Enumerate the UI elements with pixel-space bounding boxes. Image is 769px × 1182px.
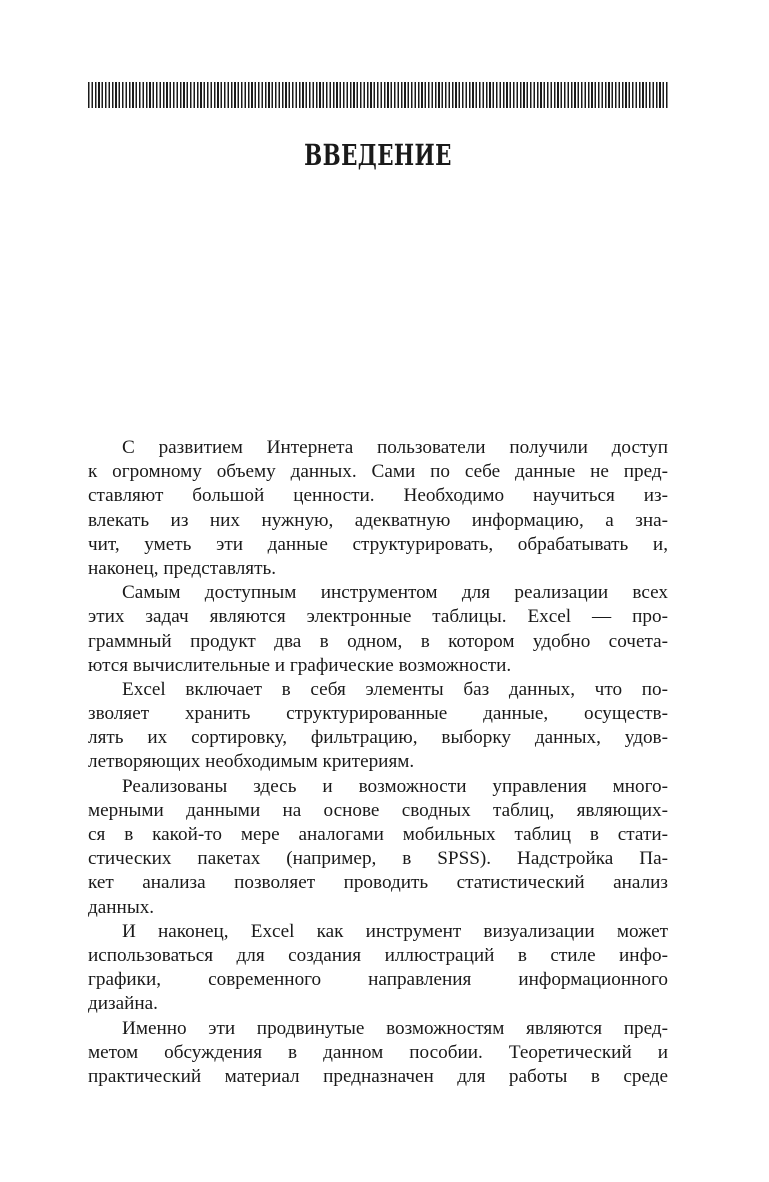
paragraph-line: С развитием Интернета пользователи получили доступ [122,437,668,458]
paragraph-line: наконец, представлять. [88,557,277,579]
paragraph-line: данных. [88,896,155,918]
paragraph-line: этих задач являются электронные таблицы. Excel — про- [88,606,668,628]
paragraph-line: граммный продукт два в одном, в котором удобно сочета- [88,630,668,652]
paragraph-line: графики, современного направления информационного [88,969,668,991]
paragraph-line: Excel включает в себя элементы баз данных, что по- [122,678,668,700]
paragraph-line: дизайна. [88,993,158,1015]
paragraph-line: стических пакетах (например, в SPSS). Надстройка Па- [88,848,668,870]
chapter-title: ВВЕДЕНИЕ [304,138,452,172]
paragraph-line: метом обсуждения в данном пособии. Теоретический и [88,1041,668,1063]
body-text [88,436,668,1089]
paragraph-line: чит, уметь эти данные структурировать, обрабатывать и, [88,533,668,555]
paragraph-line: влекать из них нужную, адекватную информацию, а зна- [88,509,668,531]
paragraph-line: Реализованы здесь и возможности управления много- [122,775,668,797]
paragraph-line: Именно эти продвинутые возможностям являются пред- [122,1017,668,1039]
paragraph-line: использоваться для создания иллюстраций в стиле инфо- [88,944,668,966]
paragraph-line: зволяет хранить структурированные данные, осуществ- [88,703,668,725]
decorative-header-rule [88,82,668,108]
paragraph-line: к огромному объему данных. Сами по себе данные не пред- [88,461,668,483]
paragraph-line: Самым доступным инструментом для реализации всех [122,582,668,604]
paragraph-line: ставляют большой ценности. Необходимо научиться из- [88,485,668,507]
paragraph-line: ся в какой-то мере аналогами мобильных таблиц в стати- [88,824,668,845]
paragraph-line: летворяющих необходимым критериям. [88,751,415,773]
paragraph-line: лять их сортировку, фильтрацию, выборку данных, удов- [88,727,668,749]
paragraph-line: И наконец, Excel как инструмент визуализации может [122,920,668,942]
paragraph-line: кет анализа позволяет проводить статистический анализ [88,872,668,894]
paragraph-line: практический материал предназначен для работы в среде [88,1065,668,1087]
paragraph-line: мерными данными на основе сводных таблиц, являющих- [88,799,668,821]
paragraph-line: ются вычислительные и графические возможности. [88,654,512,676]
